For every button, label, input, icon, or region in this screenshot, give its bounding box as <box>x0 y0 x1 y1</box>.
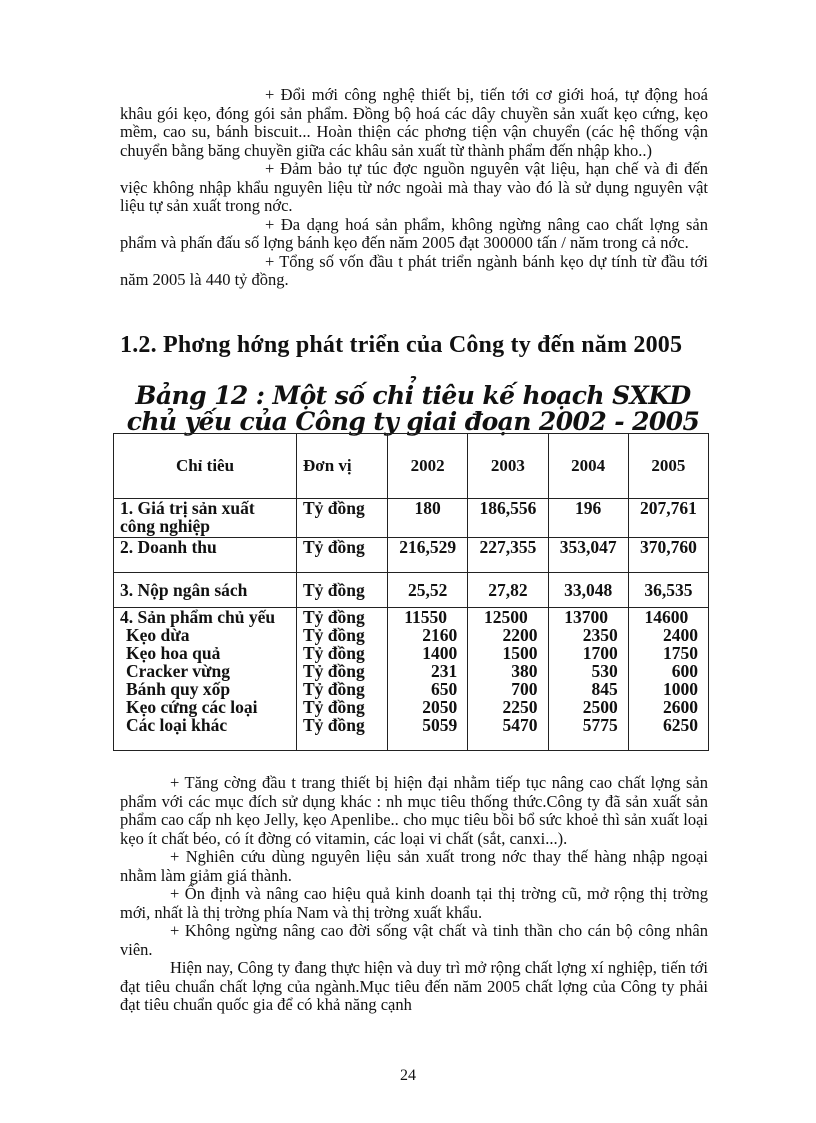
row-unit: Tỷ đồng <box>297 499 388 538</box>
intro-paragraph: + Đảm bảo tự túc đợc nguồn nguyên vật liệu, hạn chế và đi đến việc không nhập khẩu nguyên liệu từ nớc ngoài mà thay vào đó là sử dụng nguyên vật liệu tự sản xuất trong nớc. <box>120 159 708 215</box>
value-cell: 186,556 <box>468 499 548 538</box>
intro-text <box>120 86 708 290</box>
product-unit: Tỷ đồng <box>303 715 365 735</box>
value-cell: 2600 <box>663 697 698 717</box>
product-names <box>114 608 297 751</box>
section-title: 1.2. Phơng hớng phát triển của Công ty đến năm 2005 <box>120 332 683 358</box>
product-values-2003 <box>468 608 548 751</box>
table-row <box>114 538 709 573</box>
value-cell: 600 <box>671 661 698 681</box>
header-cell: Đơn vị <box>297 434 388 499</box>
product-name: Kẹo dừa <box>126 625 190 645</box>
value-cell: 36,535 <box>628 573 708 608</box>
value-cell: 2200 <box>502 625 538 645</box>
value-cell: 14600 <box>644 607 689 627</box>
header-cell: 2005 <box>628 434 708 499</box>
closing-paragraph: + Tăng cờng đầu t trang thiết bị hiện đại nhằm tiếp tục nâng cao chất lợng sản phẩm với các mục đích sử dụng khác : nh mục tiêu thống thức.Công ty đã sản xuất sản phẩm cao cấp nh kẹo Jelly, kẹo Apenlibe.. cho mục tiêu bồi bổ sức khoẻ thì sản xuất loại kẹo ít chất béo, có ít đờng có vitamin, các loại vi chất (sắt, canxi...). <box>120 773 708 848</box>
value-cell: 2050 <box>422 697 458 717</box>
intro-paragraph: + Tổng số vốn đầu t phát triển ngành bánh kẹo dự tính từ đầu tới năm 2005 là 440 tỷ đồng. <box>120 251 708 289</box>
product-unit: Tỷ đồng <box>303 643 365 663</box>
table-row <box>114 499 709 538</box>
value-cell: 1750 <box>663 643 698 663</box>
value-cell: 231 <box>431 661 458 681</box>
value-cell: 12500 <box>484 607 528 627</box>
value-cell: 1500 <box>502 643 538 663</box>
header-cell: 2004 <box>548 434 628 499</box>
product-name: Bánh quy xốp <box>126 679 231 699</box>
product-unit: Tỷ đồng <box>303 697 365 717</box>
product-unit: Tỷ đồng <box>303 679 365 699</box>
row-unit: Tỷ đồng <box>297 573 388 608</box>
table-caption: Bảng 12 : Một số chỉ tiêu kế hoạch SXKD chủ yếu của Công ty giai đoạn 2002 - 2005 <box>126 381 700 436</box>
value-cell: 1400 <box>422 643 458 663</box>
intro-paragraph: + Đổi mới công nghệ thiết bị, tiến tới cơ giới hoá, tự động hoá khâu gói kẹo, đóng gói sản phẩm. Đồng bộ hoá các dây chuyền sản xuất kẹo cứng, kẹo mềm, cao su, bánh biscuit... Hoàn thiện các phơng tiện vận chuyển (các hệ thống vận chuyển bằng băng chuyền giữa các khâu sản xuất từ thành phẩm đến nhập kho..) <box>120 85 708 160</box>
closing-text <box>120 774 708 1015</box>
value-cell: 25,52 <box>388 573 468 608</box>
value-cell: 5059 <box>422 715 458 735</box>
row-name: 3. Nộp ngân sách <box>114 573 297 608</box>
value-cell: 1000 <box>663 679 698 699</box>
product-values-2005 <box>628 608 708 751</box>
header-cell: Chỉ tiêu <box>114 434 297 499</box>
value-cell: 196 <box>548 499 628 538</box>
value-cell: 353,047 <box>548 538 628 573</box>
value-cell: 650 <box>431 679 458 699</box>
value-cell: 13700 <box>564 607 608 627</box>
value-cell: 700 <box>511 679 538 699</box>
row-name: 1. Giá trị sản xuất công nghiệp <box>114 499 297 538</box>
value-cell: 6250 <box>663 715 698 735</box>
row-name: 2. Doanh thu <box>114 538 297 573</box>
product-name: Kẹo cứng các loại <box>126 697 258 717</box>
product-name: Kẹo hoa quả <box>126 643 221 663</box>
product-unit: Tỷ đồng <box>303 661 365 681</box>
value-cell: 5470 <box>502 715 538 735</box>
product-group-name: 4. Sản phẩm chủ yếu <box>120 607 276 627</box>
product-unit: Tỷ đồng <box>303 625 365 645</box>
plan-table <box>113 433 709 751</box>
product-name: Cracker vừng <box>126 661 230 681</box>
value-cell: 380 <box>511 661 538 681</box>
value-cell: 216,529 <box>388 538 468 573</box>
value-cell: 845 <box>591 679 618 699</box>
value-cell: 5775 <box>582 715 618 735</box>
page-number: 24 <box>400 1067 416 1084</box>
product-units <box>297 608 388 751</box>
product-name: Các loại khác <box>126 715 228 735</box>
row-unit: Tỷ đồng <box>297 538 388 573</box>
header-cell: 2003 <box>468 434 548 499</box>
value-cell: 2250 <box>502 697 538 717</box>
value-cell: 27,82 <box>468 573 548 608</box>
value-cell: 2400 <box>663 625 698 645</box>
intro-paragraph: + Đa dạng hoá sản phẩm, không ngừng nâng cao chất lợng sản phẩm và phấn đấu số lợng bánh kẹo đến năm 2005 đạt 300000 tấn / năm trong cả nớc. <box>120 214 708 252</box>
value-cell: 2500 <box>582 697 618 717</box>
value-cell: 530 <box>591 661 618 681</box>
table-row-products <box>114 608 709 751</box>
product-values-2002 <box>388 608 468 751</box>
table-row <box>114 573 709 608</box>
value-cell: 370,760 <box>628 538 708 573</box>
product-unit: Tỷ đồng <box>303 607 365 627</box>
value-cell: 11550 <box>404 607 448 627</box>
value-cell: 2160 <box>422 625 458 645</box>
closing-paragraph: + Không ngừng nâng cao đời sống vật chất và tinh thần cho cán bộ công nhân viên. <box>120 921 708 959</box>
value-cell: 227,355 <box>468 538 548 573</box>
value-cell: 33,048 <box>548 573 628 608</box>
value-cell: 2350 <box>582 625 618 645</box>
product-values-2004 <box>548 608 628 751</box>
value-cell: 180 <box>388 499 468 538</box>
closing-paragraph: + Ổn định và nâng cao hiệu quả kinh doanh tại thị trờng cũ, mở rộng thị trờng mới, nhất là thị trờng phía Nam và thị trờng xuất khẩu. <box>120 884 708 922</box>
closing-paragraph: + Nghiên cứu dùng nguyên liệu sản xuất trong nớc thay thế hàng nhập ngoại nhằm làm giảm giá thành. <box>120 847 708 885</box>
table-header-row <box>114 434 709 499</box>
header-cell: 2002 <box>388 434 468 499</box>
value-cell: 1700 <box>582 643 618 663</box>
value-cell: 207,761 <box>628 499 708 538</box>
closing-paragraph: Hiện nay, Công ty đang thực hiện và duy trì mở rộng chất lợng xí nghiệp, tiến tới đạt tiêu chuẩn chất lợng của ngành.Mục tiêu đến năm 2005 chất lợng của Công ty phải đạt tiêu chuẩn quốc gia để có khả năng cạnh <box>120 958 708 1014</box>
